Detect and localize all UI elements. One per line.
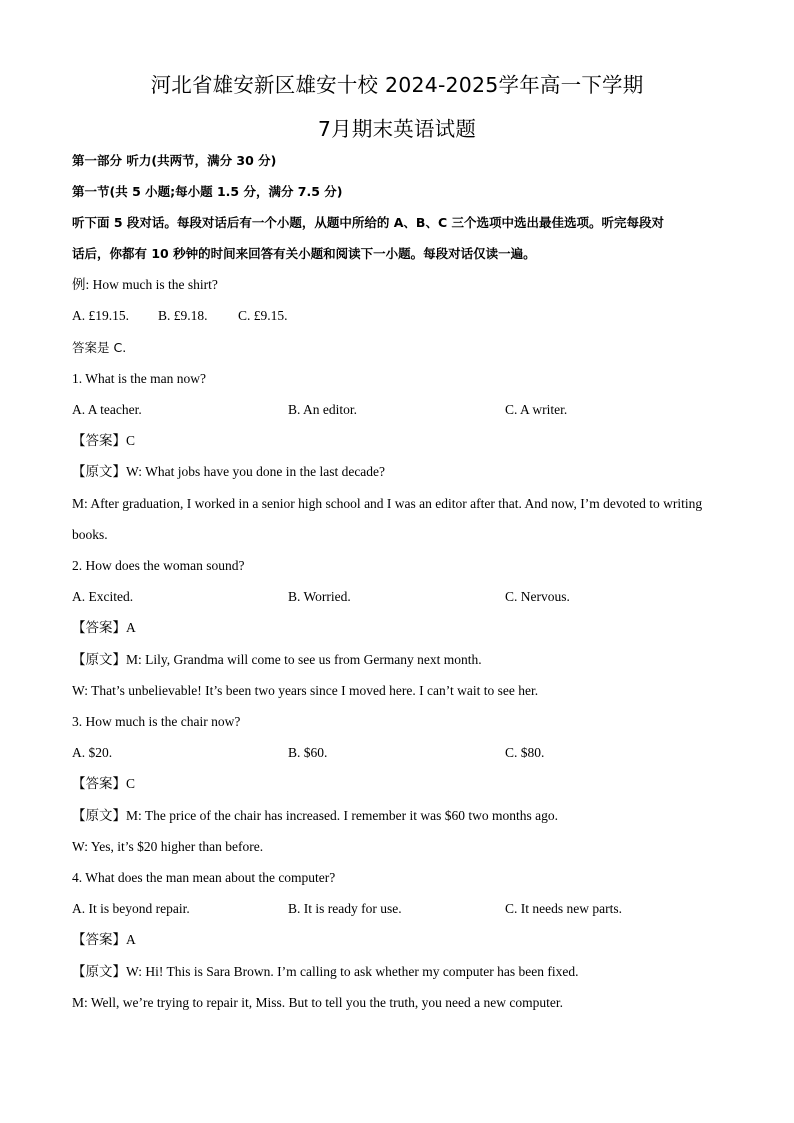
q4-option-a: A. It is beyond repair. bbox=[72, 901, 190, 916]
q2-option-b: B. Worried. bbox=[288, 589, 351, 604]
document-title-line2: 7月期末英语试题 bbox=[317, 117, 477, 141]
instructions-line2: 话后，你都有 10 秒钟的时间来回答有关小题和阅读下一小题。每段对话仅读一遍。 bbox=[72, 246, 536, 261]
q4-option-c: C. It needs new parts. bbox=[505, 901, 622, 916]
q3-option-a: A. $20. bbox=[72, 745, 113, 760]
q4-option-b: B. It is ready for use. bbox=[288, 901, 402, 916]
q1-option-c: C. A writer. bbox=[505, 402, 568, 417]
instructions-line1: 听下面 5 段对话。每段对话后有一个小题，从题中所给的 A、B、C 三个选项中选出最佳选项。听完每段对 bbox=[72, 215, 664, 230]
part-heading: 第一部分 听力(共两节，满分 30 分) bbox=[72, 153, 277, 168]
example-option-b: B. £9.18. bbox=[158, 308, 208, 323]
question-3: 3. How much is the chair now? bbox=[72, 714, 241, 729]
question-2: 2. How does the woman sound? bbox=[72, 558, 245, 573]
q1-transcript-3: books. bbox=[72, 527, 108, 542]
q4-transcript-2: M: Well, we’re trying to repair it, Miss. But to tell you the truth, you need a new computer. bbox=[72, 995, 563, 1010]
q3-transcript-2: W: Yes, it’s $20 higher than before. bbox=[72, 839, 264, 854]
q1-option-a: A. A teacher. bbox=[72, 402, 142, 417]
section-heading: 第一节(共 5 小题;每小题 1.5 分，满分 7.5 分) bbox=[72, 184, 343, 199]
q1-answer: 【答案】C bbox=[72, 433, 136, 448]
q2-transcript-1: 【原文】M: Lily, Grandma will come to see us from Germany next month. bbox=[72, 652, 482, 667]
q1-transcript-2: M: After graduation, I worked in a senior high school and I was an editor after that. And now, I’m devoted to writing bbox=[72, 496, 703, 511]
q2-transcript-2: W: That’s unbelievable! It’s been two years since I moved here. I can’t wait to see her. bbox=[72, 683, 539, 698]
q3-option-b: B. $60. bbox=[288, 745, 328, 760]
document-title-line1: 河北省雄安新区雄安十校 2024-2025学年高一下学期 bbox=[150, 73, 644, 97]
q1-transcript-1: 【原文】W: What jobs have you done in the last decade? bbox=[72, 464, 386, 479]
q3-option-c: C. $80. bbox=[505, 745, 545, 760]
example-question: 例: How much is the shirt? bbox=[72, 277, 218, 292]
q4-transcript-1: 【原文】W: Hi! This is Sara Brown. I’m calling to ask whether my computer has been fixed. bbox=[72, 964, 579, 979]
example-option-c: C. £9.15. bbox=[238, 308, 288, 323]
q2-option-c: C. Nervous. bbox=[505, 589, 570, 604]
q2-option-a: A. Excited. bbox=[72, 589, 134, 604]
q2-answer: 【答案】A bbox=[72, 620, 136, 635]
q3-transcript-1: 【原文】M: The price of the chair has increased. I remember it was $60 two months ago. bbox=[72, 808, 558, 823]
example-option-a: A. £19.15. bbox=[72, 308, 129, 323]
q4-answer: 【答案】A bbox=[72, 932, 136, 947]
q3-answer: 【答案】C bbox=[72, 776, 136, 791]
question-1: 1. What is the man now? bbox=[72, 371, 206, 386]
q1-option-b: B. An editor. bbox=[288, 402, 358, 417]
example-answer: 答案是 C. bbox=[72, 340, 127, 355]
question-4: 4. What does the man mean about the computer? bbox=[72, 870, 336, 885]
